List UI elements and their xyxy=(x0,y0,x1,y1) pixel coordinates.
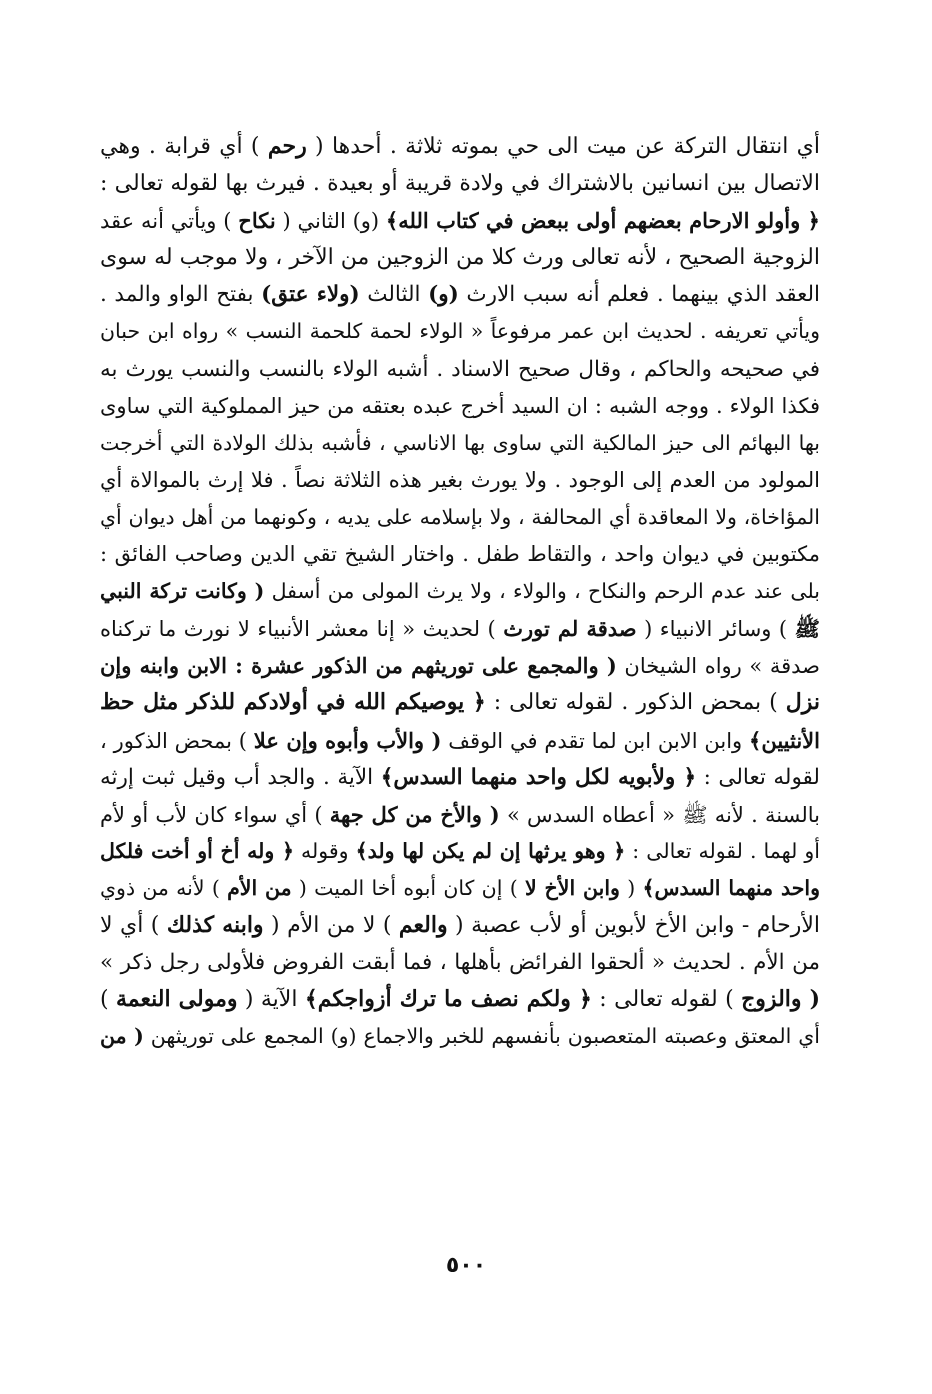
text-segment: الثالث xyxy=(359,282,429,308)
text-line xyxy=(100,1018,820,1055)
text-line xyxy=(100,462,820,499)
text-line xyxy=(100,202,820,239)
text-segment: وقوله xyxy=(293,838,356,863)
text-segment: صدقة » رواه الشيخان xyxy=(616,654,820,679)
text-segment: ) إن كان أبوه أخا الميت ( xyxy=(291,875,525,900)
text-segment: ) أي سواء كان لأب أو لأم xyxy=(100,802,330,827)
bold-text-segment: ( والمجمع على توريثهم من الذكور عشرة : الابن وابنه وإن xyxy=(100,653,617,679)
text-line xyxy=(100,647,820,684)
bold-text-segment: ﷺ xyxy=(794,616,820,642)
text-line xyxy=(100,944,820,981)
bold-text-segment: ﴿ وهو يرثها إن لم يكن لها ولد﴾ xyxy=(355,838,626,863)
text-segment: الآية . والجد أب وقيل ثبت إرثه xyxy=(100,764,381,790)
bold-text-segment: رحم xyxy=(267,133,307,159)
text-line xyxy=(100,833,820,870)
text-line xyxy=(100,276,820,313)
text-line xyxy=(100,573,820,610)
bold-text-segment: من الأم xyxy=(227,875,292,900)
text-segment: بها البهائم الى حيز المالكية التي ساوى بها الاناسي ، فأشبه بذلك الولادة التي أخرجت xyxy=(100,430,820,455)
page-number: ٥٠٠ xyxy=(445,1253,487,1278)
bold-text-segment: صدقة لم تورث xyxy=(503,616,637,642)
text-segment: أو لهما . لقوله تعالى : xyxy=(625,838,820,863)
bold-text-segment: نزل xyxy=(785,689,820,716)
text-line xyxy=(100,239,820,276)
text-line xyxy=(100,610,820,647)
text-segment: ويأتي تعريفه . لحديث ابن عمر مرفوعاً « الولاء لحمة كلحمة النسب » رواه ابن حبان xyxy=(100,319,820,344)
text-segment: العقد الذي بينهما . فعلم أنه سبب الارث xyxy=(458,282,820,308)
text-line xyxy=(100,165,820,202)
text-segment: ) أي لا xyxy=(100,912,167,938)
text-line xyxy=(100,128,820,165)
text-segment: ) لحديث « إنا معشر الأنبياء لا نورث ما تركناه xyxy=(100,617,504,642)
text-segment: فكذا الولاء . ووجه الشبه : ان السيد أخرج عبده بعتقه من حيز المملوكية التي ساوى xyxy=(100,393,820,418)
bold-text-segment: ( من xyxy=(100,1024,144,1049)
text-segment: ) لأنه من ذوي xyxy=(100,875,228,900)
text-segment: الأرحام - وابن الأخ لأبوين أو لأب عصبة ( xyxy=(447,912,820,938)
text-line xyxy=(100,907,820,944)
text-line xyxy=(100,313,820,350)
text-segment: المولود من العدم إلى الوجود . ولا يورث بغير هذه الثلاثة نصاً . فلا إرث بالموالاة أي xyxy=(100,467,820,492)
bold-text-segment: وابن الأخ لا xyxy=(524,875,620,900)
text-line xyxy=(100,425,820,462)
text-line xyxy=(100,536,820,573)
text-segment: الاتصال بين انسانين بالاشتراك في ولادة قريبة أو بعيدة . فيرث بها لقوله تعالى : xyxy=(100,171,820,197)
text-segment: أي المعتق وعصبته المتعصبون بأنفسهم للخبر والاجماع (و) المجمع على توريثهن xyxy=(143,1024,820,1049)
text-segment: ) لا من الأم ( xyxy=(263,912,399,938)
text-segment: ) بمحض الذكور ، xyxy=(100,728,254,753)
text-segment: ) وسائر الانبياء ( xyxy=(636,617,795,642)
bold-text-segment: وابنه كذلك xyxy=(166,911,264,938)
body-text xyxy=(100,128,820,1055)
text-segment: من الأم . لحديث « ألحقوا الفرائض بأهلها ، فما أبقت الفروض فلأولى رجل ذكر » xyxy=(100,950,820,976)
bold-text-segment: ﴿ وله أخ أو أخت فلكل xyxy=(100,838,294,863)
text-segment: الزوجية الصحيح ، لأنه تعالى ورث كلا من الزوجين من الآخر ، ولا موجب له سوى xyxy=(100,245,820,271)
bold-text-segment: واحد منهما السدس﴾ xyxy=(642,875,820,900)
text-segment: لقوله تعالى : xyxy=(696,764,820,790)
text-line xyxy=(100,684,820,721)
bold-text-segment: نكاح xyxy=(238,208,276,234)
text-segment: ) أي قرابة . وهي xyxy=(100,134,268,159)
bold-text-segment: والعم xyxy=(398,911,448,938)
bold-text-segment: ﴿ وأولو الارحام بعضهم أولى ببعض في كتاب الله﴾ xyxy=(385,208,820,234)
bold-text-segment: ( والأخ من كل جهة xyxy=(329,801,500,827)
text-segment: ( xyxy=(619,875,643,900)
text-segment: ) xyxy=(100,987,116,1013)
text-segment: ) ويأتي أنه عقد xyxy=(100,209,239,234)
text-segment: أي انتقال التركة عن ميت الى حي بموته ثلاثة . أحدها ( xyxy=(306,134,820,159)
bold-text-segment: الأنثيين﴾ xyxy=(749,727,820,753)
text-line xyxy=(100,499,820,536)
text-segment: الآية ( xyxy=(237,987,305,1013)
text-segment: ) بمحض الذكور . لقوله تعالى : xyxy=(485,690,786,716)
bold-text-segment: (و) xyxy=(428,282,459,308)
text-segment: وابن الابن ابن لما تقدم في الوقف xyxy=(441,728,750,753)
text-segment: المؤاخاة، ولا المعاقدة أي المحالفة ، ولا بإسلامه على يديه ، وكونهما من أهل ديوان أي xyxy=(100,504,820,529)
text-line xyxy=(100,722,820,759)
bold-text-segment: ( وكانت تركة النبي xyxy=(100,579,265,604)
text-segment: (و) الثاني ( xyxy=(275,209,386,234)
text-line xyxy=(100,351,820,388)
bold-text-segment: ومولى النعمة xyxy=(116,986,238,1013)
text-segment: في صحيحه والحاكم ، وقال صحيح الاسناد . أشبه الولاء بالنسب والنسب يورث به xyxy=(100,356,820,382)
text-segment: بلى عند عدم الرحم والنكاح ، والولاء ، ولا يرث المولى من أسفل xyxy=(264,579,820,604)
bold-text-segment: ﴿ ولكم نصف ما ترك أزواجكم﴾ xyxy=(304,986,592,1013)
text-line xyxy=(100,981,820,1018)
text-segment: بالسنة . لأنه ﷺ « أعطاه السدس » xyxy=(499,802,820,827)
text-line xyxy=(100,796,820,833)
text-segment: مكتوبين في ديوان واحد ، والتقاط طفل . واختار الشيخ تقي الدين وصاحب الفائق : xyxy=(100,542,820,567)
bold-text-segment: ﴿ يوصيكم الله في أولادكم للذكر مثل حظ xyxy=(100,689,486,716)
text-line xyxy=(100,759,820,796)
bold-text-segment: ﴿ ولأبويه لكل واحد منهما السدس﴾ xyxy=(380,764,697,790)
text-segment: بفتح الواو والمد . xyxy=(100,282,262,308)
text-segment: ) لقوله تعالى : xyxy=(591,987,742,1013)
text-line xyxy=(100,388,820,425)
bold-text-segment: (ولاء عتق) xyxy=(261,282,360,308)
text-line xyxy=(100,870,820,907)
bold-text-segment: ( والزوج xyxy=(741,986,820,1013)
bold-text-segment: ( والأب وأبوه وإن علا xyxy=(253,727,442,753)
